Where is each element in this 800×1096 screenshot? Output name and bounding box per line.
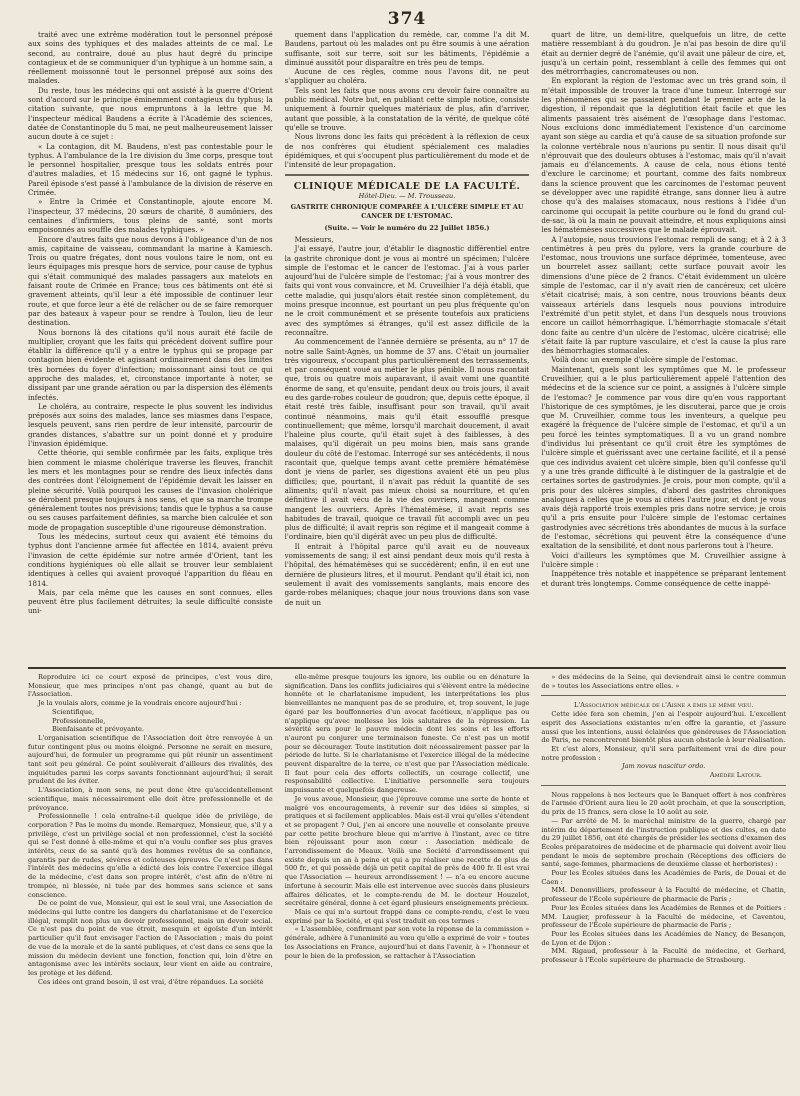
list-item: Scientifique, [52, 707, 95, 716]
news-item: MM. Denonvilliers, professeur à la Faculté de médecine, et Chatin, professeur de l'École supérieure de pharmacie de Paris ; [541, 886, 787, 904]
paragraph: De ce point de vue, Monsieur, qui est le seul vrai, une Association de médecins qui lutte contre les dangers du charlatanisme et de l'exercice illégal, remplit non plus un devoir professionnel, mais un devoir social. Ce n'est pas du point de vue étroit, mesquin et égoïste d'un intérêt particulier qu'il faut envisager l'action de l'Association ; mais du point de vue de la morale et de la santé publiques, et c'est dans ce sens que la mission du médecin devient une fonction, fonction qui, loin d'être en antagonisme avec les intérêts sociaux, leur vient en aide au contraire, les protège et les défend. [28, 899, 273, 977]
top-column-2 [285, 30, 530, 665]
motto: Jam novus nascitur ordo. [621, 762, 706, 771]
paragraph: Tous les médecins, surtout ceux qui avaient été témoins du typhus dont l'ancienne armée fut affectée en 1814, avaient prévu l'invasion de cette épidémie sur notre armée d'Orient, tant les conditions hygiéniques où elle allait se trouver leur semblaient identiques à celles qui avaient provoqué l'apparition du fléau en 1814. [28, 532, 273, 588]
section-divider [285, 174, 530, 178]
paragraph: Reproduire ici ce court exposé de principes, c'est vous dire, Monsieur, que mes principes n'ont pas changé, quant au but de l'Association. [28, 673, 273, 699]
paragraph: quement dans l'application du remède, car, comme l'a dit M. Baudens, partout où les malades ont pu être soumis à une aération suffisante, soit sur terre, soit sur les bâtiments, l'épidémie a diminué aussitôt pour disparaître en très peu de temps. [284, 30, 530, 67]
list-item: Professionnelle, [52, 716, 106, 725]
news-item: MM. Rigaud, professeur à la Faculté de médecine, et Gerhard, professeur à l'École supérieure de pharmacie de Strasbourg. [541, 947, 787, 965]
paragraph: Maintenant, quels sont les symptômes que M. le professeur Cruveilhier, qui a le plus particulièrement appelé l'attention des médecins et de la science sur ce point, a assignés à l'ulcère simple de l'estomac? Je commence par vous dire qu'en vous rapportant l'historique de ces symptômes, je les discuterai, parce que je crois que M. Cruveilhier, comme tous les inventeurs, a quelque peu exagéré la fréquence de l'ulcère simple de l'estomac, et qu'il a un peu forcé les teintes symptomatiques. Il a vu un grand nombre d'individus lui présentant ce qu'il croit être les symptômes de l'ulcère simple et guérissant avec une certaine facilité, et il a pensé que ces individus avaient cet ulcère simple, bien qu'il confesse qu'il y a une très grande difficulté à le distinguer de la gastralgie et de certaines sortes de gastrodynies. Je crois, pour mon compte, qu'il a pris pour des ulcères simples, d'abord des gastrites chroniques analogues à celles que je vous ai citées l'autre jour, et dont je vous avais déjà rapporté trois exemples pris dans notre service; je crois qu'il a pris ensuite pour l'ulcère simple de l'estomac certaines gastrodynies avec sécrétions très abondantes de mucus à la surface de l'estomac, sécrétions qui peuvent être la conséquence d'une exaltation de la sensibilité, et dont nous parlerons tout à l'heure. [541, 364, 787, 551]
paragraph: J'ai essayé, l'autre jour, d'établir le diagnostic différentiel entre la gastrite chronique dont je vous ai montré un spécimen; l'ulcère simple de l'estomac et le cancer de l'estomac. J'ai à vous parler aujourd'hui de l'ulcère simple de l'estomac; j'ai à vous montrer des faits qui vont vous convaincre, et M. Cruveilhier l'a déjà établi, que cette maladie, qui jusqu'alors était restée sinon complètement, du moins presque inconnue, est pourtant un peu plus fréquente qu'on ne le croit communément et se présente toutefois aux praticiens avec des symptômes si étranges, qu'il est assez difficile de la reconnaître. [284, 244, 530, 337]
news-item: Pour les Écoles situées dans les Académies de Nancy, de Besançon, de Lyon et de Dijon : [541, 929, 787, 947]
paragraph: En explorant la région de l'estomac avec un très grand soin, il m'était impossible de trouver la trace d'une tumeur. Interrogé sur les phénomènes qui se passaient pendant le premier acte de la digestion, il répondait que la déglutition était facile et que les aliments passaient très aisément de l'œsophage dans l'estomac. Nous excluions donc immédiatement l'existence d'un carcinome ayant son siège au cardia et qu'à cause de sa situation profonde sur la colonne vertébrale nous n'aurions pu sentir. Il nous disait qu'il n'éprouvait que des douleurs obtuses à l'estomac, mais qu'il n'avait jamais eu d'élancements. A cause de cela, nous étions tenté d'exclure le carcinome; et pourtant, comme des faits nombreux dans la science prouvent que les carcinomes de l'estomac peuvent se développer avec une rapidité étrange, sans donner lieu à autre chose qu'à des malaises stomacaux, nous restions à l'idée d'un carcinome qui occupait la petite courbure ou le fond du grand cul-de-sac, là où la main ne pouvait atteindre, et nous expliquions ainsi les hématémèses successives que le malade éprouvait. [541, 76, 787, 235]
paragraph: Nous bornons là des citations qu'il nous aurait été facile de multiplier, croyant que les faits qui précèdent doivent suffire pour établir la différence qu'il y a entre le typhus qui se propage par contagion bien évidente et agissant ordinairement dans des limites très bornées du foyer d'infection; moissonnant ainsi tout ce qui approche des malades, et, circonstance importante à noter, se dissipant par une grande aération ou par la dispersion des éléments infectés. [28, 327, 273, 402]
paragraph: A l'autopsie, nous trouvions l'estomac rempli de sang; et à 2 à 3 centimètres à peu près du pylore, vers la grande courbure de l'estomac, nous trouvions une surface déprimée, tomenteuse, avec un bourrelet assez saillant; cette surface pouvait avoir les dimensions d'une pièce de 2 francs. C'était évidemment un ulcère simple de l'estomac, car il n'y avait rien de cancéreux; cet ulcère s'était cicatrisé; mais, à son centre, nous trouvions béants deux vaisseaux artériels dans lesquels nous pouvions introduire l'extrémité d'un petit stylet, et dans l'un desquels nous trouvions encore un caillot hémorrhagique. L'hémorrhagie stomacale s'était donc faite au centre d'un ulcère de l'estomac, ulcère cicatrisé; elle s'était faite là par rupture vasculaire, et c'est la cause la plus rare des hémorrhagies stomacales. [541, 234, 787, 356]
paragraph: L'Association, à mon sens, ne peut donc être qu'accidentellement scientifique, mais nécessairement elle doit être professionnelle et de prévoyance. [28, 786, 273, 812]
quotation: » des médecins de la Seine, qui deviendrait ainsi le centre commun de » toutes les Associations entre elles. » [541, 673, 787, 690]
paragraph: Je la voulais alors, comme je la voudrais encore aujourd'hui : [38, 699, 242, 708]
quotation: « L'assemblée, confirmant par son vote la réponse de la commission » générale, adhère à l'unanimité au vœu qu'elle a exprimé de voir » toutes les Associations en France, aujourd'hui et dans l'avenir, à » l'honneur et pour le bien de la profession, se rattacher à l'Association [284, 925, 530, 960]
page-number: 374 [387, 9, 427, 29]
bottom-column-3 [541, 673, 786, 1068]
paragraph: Le choléra, au contraire, respecte le plus souvent les individus préposés aux soins des malades, lance ses miasmes dans l'espace, lesquels peuvent, sans rien perdre de leur intensité, parcourir de grandes distances, s'abattre sur un point donné et y produire l'invasion épidémique. [28, 401, 273, 449]
news-item: Pour les Écoles situées dans les Académies de Paris, de Douai et de Caen : [541, 869, 787, 886]
bottom-column-1 [28, 673, 273, 1068]
paragraph: Voilà donc un exemple d'ulcère simple de l'estomac. [551, 355, 738, 365]
article-title: GASTRITE CHRONIQUE COMPARÉE A L'ULCÈRE SIMPLE ET AU CANCER DE L'ESTOMAC. [290, 203, 524, 221]
paragraph: Professionnelle ! cela entraîne-t-il quelque idée de privilège, de corporation ? Pas le moins du monde. Remarquez, Monsieur, que, s'il y a privilège, c'est un privilège social et non professionnel, c'est la société qui se l'est donné à elle-même et qui n'a voulu confier ses plus graves intérêts, ceux de sa santé qu'à des hommes revêtus de sa confiance, garantis par de rudes, sévères et coûteuses épreuves. Ce n'est pas dans l'intérêt des médecins qu'elle a édicté des lois contre l'exercice illégal de la médecine, c'est dans son propre intérêt, c'est afin de n'être ni trompée, ni blessée, ni tuée par des hommes sans science et sans conscience. [28, 812, 273, 899]
paragraph: Encore d'autres faits que nous devons à l'obligeance d'un de nos amis, capitaine de vaisseau, commandant la marine à Kamiesch. Trois ou quatre frégates, dont nous voulons taire le nom, ont eu leurs équipages mis presque hors de service, pour cause de typhus qui s'était communiqué des malades passagers aux matelots en faisant route de Crimée en France; tous ces bâtiments ont été si gravement atteints, qu'il leur a été impossible de continuer leur route, et que force leur a été de relâcher ou de se faire remorquer par des bateaux à vapeur pour se rendre à Toulon, lieu de leur destination. [28, 234, 273, 328]
paragraph: Je vous avoue, Monsieur, que j'éprouve comme une sorte de honte et malgré vos encouragements, à revenir sur des idées si simples, si pratiques et si facilement applicables. Mais est-il vrai qu'elles s'étendent et se propagent ? Oui, j'en ai encore une nouvelle et consolante preuve par cette petite brochure bleue qui m'arrive à l'instant, avec ce titre bien réjouissant pour mon cœur : Association médicale de l'arrondissement de Meaux. Voilà une Société d'arrondissement qui existe depuis un an à peine et qui a pu réaliser une recette de plus de 500 fr., et qui possède déjà un petit capital de près de 400 fr. Il est vrai que l'Association — heureux arrondissement ! — n'a eu encore aucune infortune à secourir. Mais elle est intervenue avec succès dans plusieurs affaires délicates, et le compte-rendu de M. le docteur Houzelot, secrétaire général, donne à cet égard plusieurs enseignements précieux. [284, 794, 530, 908]
bottom-section [28, 673, 786, 1068]
top-column-1 [28, 30, 273, 665]
paragraph: L'organisation scientifique de l'Association doit être renvoyée à un futur contingent plus ou moins éloigné. Personne ne serait en mesure, aujourd'hui, de formuler un programme qui pût réunir un assentiment tant soit peu général. Ce point soulèverait d'ailleurs des rivalités, des inquiétudes parmi les corps savants fonctionnant aujourd'hui; il serait prudent de les éviter. [28, 733, 273, 786]
continuation-note: (Suite. — Voir le numéro du 22 Juillet 1856.) [324, 223, 490, 232]
section-title: CLINIQUE MÉDICALE DE LA FACULTÉ. [293, 181, 521, 193]
paragraph: elle-même presque toujours les ignore, les oublie ou en dénature la signification. Dans les conflits judiciaires qui s'élèvent entre la médecine honnête et le charlatanisme impudent, les interprétations les plus bienveillantes ne manquent pas de se produire, et, trop souvent, le juge égaré par les bouffonneries d'un avocat facétieux, n'applique pas ou n'applique qu'avec mollesse les lois salutaires de la répression. La sévérité sera pour le pauvre médecin dont les soins et les efforts n'auront pu conjurer une terminaison funeste. Ce n'est pas un motif pour se décourager. Toute institution doit nécessairement passer par la période de lutte. Si le charlatanisme et l'exercice illégal de la médecine peuvent disparaître de la terre, ce n'est que par l'Association médicale. Il faut pour cela des efforts collectifs, un courage collectif, une responsabilité collective. L'initiative personnelle sera toujours impuissante et quelquefois dangereuse. [284, 673, 530, 795]
page-divider [28, 667, 786, 669]
top-column-3 [541, 30, 786, 665]
news-item: — Par arrêté de M. le maréchal ministre de la guerre, chargé par intérim du département de l'instruction publique et des cultes, en date du 29 juillet 1856, ont été chargés de présider les sections d'examen des Écoles préparatoires de médecine et de pharmacie qui doivent avoir lieu pendant le mois de septembre prochain (Réceptions des officiers de santé, sage-femmes, pharmaciens de deuxième classe et herboristes) : [541, 816, 787, 869]
paragraph: Voici d'ailleurs les symptômes que M. Cruveilhier assigne à l'ulcère simple : [541, 550, 787, 569]
paragraph: Cette théorie, qui semble confirmée par les faits, explique très bien comment le miasme cholérique traverse les fleuves, franchit les mers et les montagnes pour se rendre des lieux infectés dans des contrées dont l'éloignement de l'épidémie devait les laisser en pleine sécurité. Voilà pourquoi les causes de l'invasion cholérique se dérobent presque toujours à nos sens, et que sa marche trompe généralement toutes nos prévisions; tandis que le typhus a sa cause ou ses causes parfaitement définies, sa marche bien calculée et son mode de propagation susceptible d'une rigoureuse démonstration. [28, 448, 273, 532]
news-item: Pour les Écoles situées dans les Académies de Rennes et de Poitiers : MM. Laugier, professeur à la Faculté de médecine, et Caventou, professeur de l'École supérieure de pharmacie de Paris ; [541, 903, 787, 930]
paragraph: Et c'est alors, Monsieur, qu'il sera parfaitement vrai de dire pour notre profession : [541, 744, 787, 762]
paragraph: Il entrait à l'hôpital parce qu'il avait eu de nouveaux vomissements de sang; il est ainsi pendant deux mois qu'il resta à l'hôpital, des hématémèses qui se succédèrent; enfin, il en eut une dernière de plusieurs litres, et il mourut. Pendant qu'il était ici, non seulement il avait des vomissements sanglants, mais encore des garde-robes mélaniques; chaque jour nous trouvions dans son vase de nuit un [284, 541, 530, 607]
paragraph: traité avec une extrême modération tout le personnel préposé aux soins des typhiques et des malades atteints de ce mal. Le second, au contraire, doué au plus haut degré du principe contagieux et de se communiquer d'un typhique à un homme sain, a réellement moissonné tout le personnel préposé aux soins des malades. [28, 30, 273, 86]
author-signature: Amédée Latour. [709, 771, 763, 780]
news-item: Nous rappelons à nos lecteurs que le Banquet offert à nos confrères de l'armée d'Orient aura lieu le 20 août prochain, et que la souscription, du prix de 15 francs, sera close le 10 août au soir. [541, 790, 787, 817]
paragraph: Mais, par cela même que les causes en sont connues, elles peuvent être plus facilement détruites; la seule difficulté consiste uni- [28, 587, 273, 616]
list-item: Bienfaisante et prévoyante. [52, 725, 144, 734]
paragraph: » Entre la Crimée et Constantinople, ajoute encore M. l'inspecteur, 37 médecins, 20 sœurs de charité, 8 aumôniers, des centaines d'infirmiers, tous pleins de santé, sont morts empoisonnés au souffle des malades typhiques. » [28, 197, 273, 235]
paragraph: Au commencement de l'année dernière se présenta, au n° 17 de notre salle Saint-Agnès, un homme de 37 ans. C'était un journalier très vigoureux, s'occupant plus particulièrement des terrassements, et par conséquent voué au métier le plus pénible. Il nous racontait que, trois ou quatre mois auparavant, il avait vomi une quantité énorme de sang, et qu'ensuite, pendant deux ou trois jours, il avait eu des garde-robes couleur de goudron; que, depuis cette époque, il était resté très faible, insuffisant pour son travail, qu'il avait continué néanmoins, mais qu'il était essoufflé presque continuellement; que même, lorsqu'il marchait doucement, il avait l'haleine plus courte, qu'il était sujet à des faiblesses, à des malaises, qu'il digérait un peu moins bien, mais sans grande douleur du côté de l'estomac. Interrogé sur ses antécédents, il nous racontait que, quelque temps avant cette première hématémèse dont je viens de parler, ses digestions avaient été un peu plus difficiles; que, pourtant, il n'avait pas réduit la quantité de ses aliments; qu'il n'avait pas mieux choisi sa nourriture, et qu'en définitive il avait vécu de la vie des ouvriers, mangeant comme mangent les ouvriers. Après l'hématémèse, il avait repris ses habitudes de travail, quoique ce travail fût accompli avec un peu plus de difficulté; il avait repris son régime et il mangeait comme à l'ordinaire, bien qu'il digérât avec un peu plus de difficulté. [284, 337, 530, 542]
paragraph: Du reste, tous les médecins qui ont assisté à la guerre d'Orient sont d'accord sur le principe éminemment contagieux du typhus; la citation suivante, que nous empruntons à la lettre que M. l'inspecteur médical Baudens a écrite à l'Académie des sciences, datée de Constantinople du 5 mai, ne peut malheureusement laisser aucun doute à ce sujet : [28, 85, 273, 142]
paragraph: Ces idées ont grand besoin, il est vrai, d'être répandues. La société [38, 977, 264, 986]
paragraph: « La contagion, dit M. Baudens, n'est pas contestable pour le typhus. A l'ambulance de la 1re division du 3me corps, presque tout le personnel hospitalier, presque tous les soldats entrés pour d'autres maladies, et 15 médecins sur 16, ont gagné le typhus. Pareil épisode s'est passé à l'ambulance de la division de réserve en Crimée. [28, 141, 273, 198]
divider [541, 695, 786, 696]
paragraph: Mais ce qui m'a surtout frappé dans ce compte-rendu, c'est le vœu exprimé par la Société, et qui s'est traduit en ces termes : [284, 907, 530, 925]
paragraph: Tels sont les faits que nous avons cru devoir faire connaître au public médical. Notre but, en publiant cette simple notice, consiste uniquement à fournir quelques matériaux de plus, afin d'arriver, autant que possible, à la constatation de la vérité, de quelque côté qu'elle se trouve. [284, 85, 530, 132]
bottom-column-2 [285, 673, 530, 1068]
paragraph: Cette idée fera son chemin, j'en ai l'espoir aujourd'hui. L'excellent esprit des Associations existantes m'en offre la garantie, et j'assure aussi que les intentions, aussi éclairées que généreuses de l'Association de Paris, ne rencontreront bientôt plus aucun obstacle à leur réalisation. [541, 710, 787, 745]
paragraph: Nous livrons donc les faits qui précèdent à la réflexion de ceux de nos confrères qui étudient spécialement ces maladies épidémiques, et qui s'occupent plus particulièrement du mode et de l'intensité de leur propagation. [284, 132, 530, 170]
divider [541, 785, 786, 786]
paragraph: quart de litre, un demi-litre, quelquefois un litre, de cette matière ressemblant à du goudron. Je n'ai pas besoin de dire qu'il était au dernier degré de l'anémie, qu'il avait une pâleur de cire, et, jusqu'à un certain point, ressemblant à celle des femmes qui ont des métrorrhagies, cancromateuses ou non. [541, 30, 787, 77]
section-subtitle: Hôtel-Dieu. — M. Trousseau. [358, 191, 456, 200]
paragraph: Aucune de ces règles, comme nous l'avons dit, ne peut s'appliquer au choléra. [284, 67, 530, 86]
salutation: Messieurs, [294, 234, 334, 244]
section-heading: L'Association médicale de l'Aisne a émis le même vœu. [573, 701, 754, 710]
top-section [28, 30, 786, 665]
paragraph: Inappétence très notable et inappétence se préparant lentement et durant très longtemps. Comme conséquence de cette inappé- [541, 569, 787, 588]
